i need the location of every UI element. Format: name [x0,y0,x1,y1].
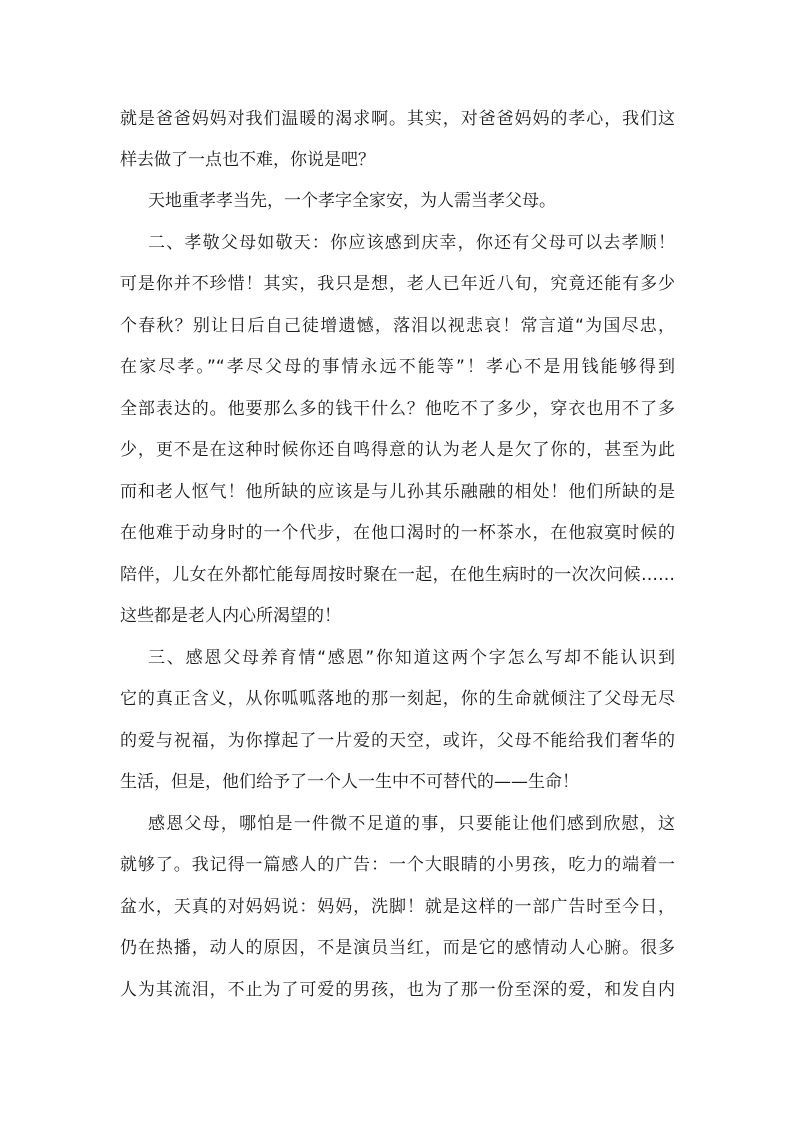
text-line: 在他难于动身时的一个代步，在他口渴时的一杯茶水，在他寂寞时候的 [120,523,675,543]
text-line: 这些都是老人内心所渴望的！ [120,606,341,626]
text-line: 它的真正含义，从你呱呱落地的那一刻起，你的生命就倾注了父母无尽 [120,689,675,709]
text-line: 样去做了一点也不难，你说是吧？ [120,150,375,170]
paragraph-line: 感恩父母，哪怕是一件微不足道的事，只要能让他们感到欣慰，这 [148,814,675,834]
text-line: 而和老人怄气！他所缺的应该是与儿孙其乐融融的相处！他们所缺的是 [120,482,675,502]
text-line: 可是你并不珍惜！其实，我只是想，老人已年近八旬，究竟还能有多少 [120,274,675,294]
section-heading-line: 三、感恩父母养育情“感恩”你知道这两个字怎么写却不能认识到 [148,648,675,668]
section-heading-line: 二、孝敬父母如敬天：你应该感到庆幸，你还有父母可以去孝顺！ [148,233,675,253]
text-line: 少，更不是在这种时候你还自鸣得意的认为老人是欠了你的，甚至为此 [120,440,675,460]
text-line: 在家尽孝。”“孝尽父母的事情永远不能等”！孝心不是用钱能够得到 [120,357,675,377]
text-line: 生活，但是，他们给予了一个人一生中不可替代的——生命！ [120,772,579,792]
text-line: 仍在热播，动人的原因，不是演员当红，而是它的感情动人心腑。很多 [120,938,675,958]
text-line: 全部表达的。他要那么多的钱干什么？他吃不了多少，穿衣也用不了多 [120,399,675,419]
paragraph-line: 天地重孝孝当先，一个孝字全家安，为人需当孝父母。 [148,191,556,211]
text-line: 盆水，天真的对妈妈说：妈妈，洗脚！就是这样的一部广告时至今日， [120,897,675,917]
text-line: 人为其流泪，不止为了可爱的男孩，也为了那一份至深的爱，和发自内 [120,980,675,1000]
text-line: 就够了。我记得一篇感人的广告：一个大眼睛的小男孩，吃力的端着一 [120,855,675,875]
text-line: 个春秋？别让日后自己徒增遗憾，落泪以视悲哀！常言道“为国尽忠， [120,316,675,336]
text-line: 就是爸爸妈妈对我们温暖的渴求啊。其实，对爸爸妈妈的孝心，我们这 [120,109,675,129]
text-line: 陪伴，儿女在外都忙能每周按时聚在一起，在他生病时的一次次问候…… [120,565,675,585]
text-line: 的爱与祝福，为你撑起了一片爱的天空，或许，父母不能给我们奢华的 [120,731,675,751]
